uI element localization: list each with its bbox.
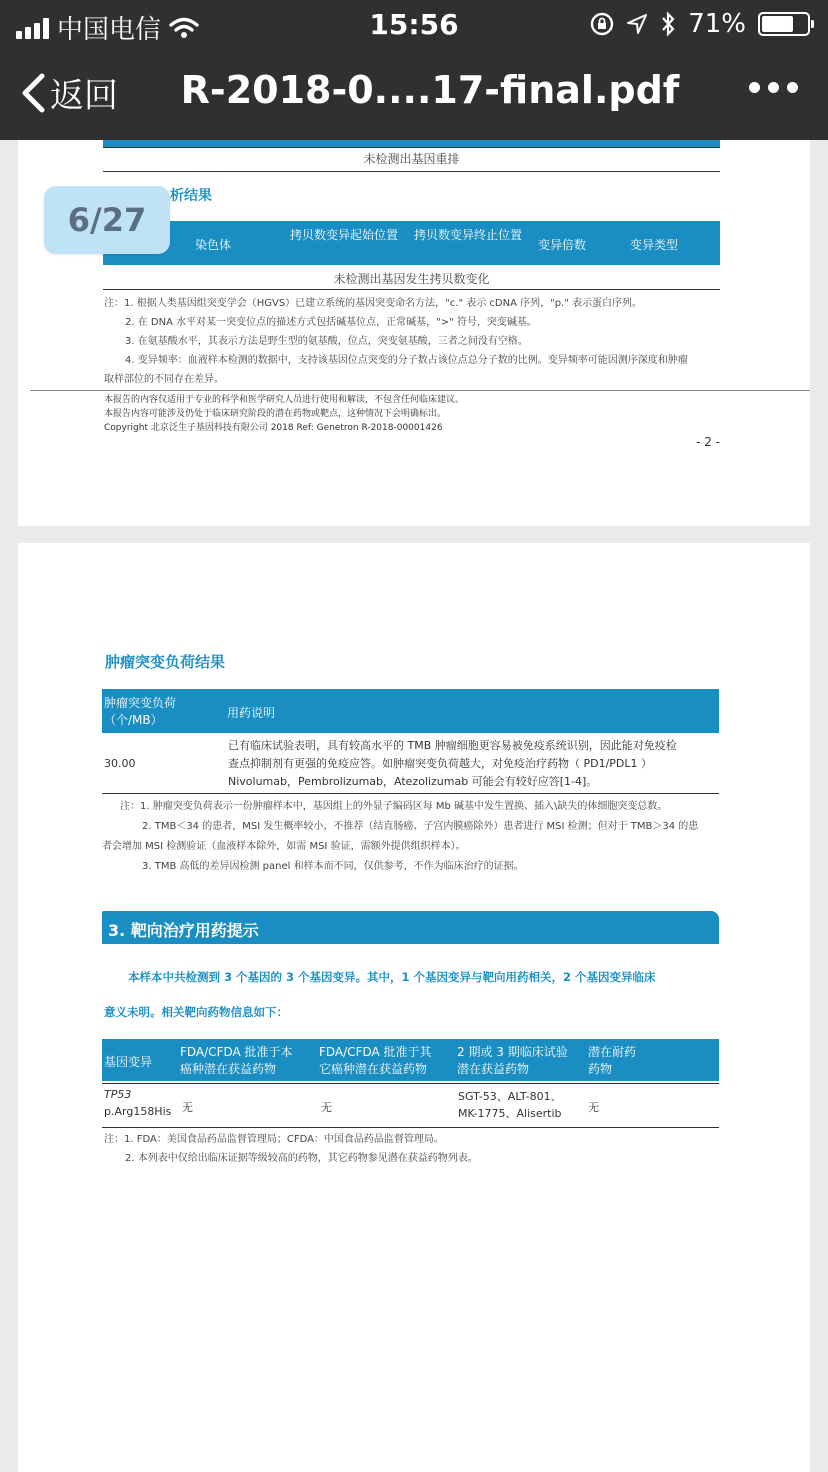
chevron-left-icon <box>20 73 46 113</box>
more-dots-icon[interactable] <box>749 82 798 93</box>
section-3-banner <box>102 911 719 944</box>
note-line: 2. 在 DNA 水平对某一突变位点的描述方式包括碱基位点，正常碱基，">" 符号，突变碱基。 <box>125 317 537 328</box>
note-line: 者会增加 MSI 检测验证（血液样本除外，如需 MSI 验证，需额外提供组织样本）。 <box>102 841 466 852</box>
pdf-page-3 <box>18 543 810 1472</box>
same-cancer-drugs: 无 <box>182 1101 193 1114</box>
bluetooth-icon <box>660 11 676 37</box>
note-line: 2. 本列表中仅给出临床证据等级较高的药物，其它药物参见潜在获益药物列表。 <box>125 1153 478 1164</box>
trial-drugs: SGT-53、ALT-801、 MK-1775、Alisertib <box>458 1090 562 1120</box>
drug-col-same-cancer: FDA/CFDA 批准于本癌种潜在获益药物 <box>180 1045 293 1076</box>
drug-col-variant: 基因变异 <box>104 1055 153 1069</box>
note-line: 取样部位的不同存在差异。 <box>104 374 224 385</box>
tmb-notes <box>102 797 727 877</box>
nav-bar <box>0 46 828 140</box>
back-label: 返回 <box>50 76 118 116</box>
page-number: - 2 - <box>696 435 720 449</box>
cnv-row: 未检测出基因发生拷贝数变化 <box>333 272 490 286</box>
cnv-col-start: 拷贝数变异起始位置 <box>290 228 399 242</box>
note-line: 注：1. FDA：美国食品药品监督管理局；CFDA：中国食品药品监督管理局。 <box>104 1134 444 1145</box>
cnv-col-end: 拷贝数变异终止位置 <box>414 228 523 242</box>
table-header-edge <box>103 140 720 147</box>
gene-name: TP53 <box>104 1088 132 1101</box>
cnv-col-type: 变异类型 <box>630 238 679 252</box>
status-bar <box>0 0 828 46</box>
note-line: 注：1. 肿瘤突变负荷表示一份肿瘤样本中，基因组上的外显子编码区每 Mb 碱基中发生置换、插入\缺失的体细胞突变总数。 <box>120 801 668 812</box>
battery-icon <box>758 12 810 36</box>
cnv-col-fold: 变异倍数 <box>538 238 587 252</box>
battery-level <box>762 16 793 32</box>
notes-block <box>104 294 724 389</box>
cnv-section-title: 析结果 <box>170 188 212 204</box>
location-icon <box>626 13 648 35</box>
section-3-title: 3. 靶向治疗用药提示 <box>108 921 259 940</box>
gene-rearrange-row: 未检测出基因重排 <box>363 152 460 166</box>
variant-name: p.Arg158His <box>104 1105 172 1118</box>
other-cancer-drugs: 无 <box>321 1101 332 1114</box>
drug-col-resistance: 潜在耐药药物 <box>588 1045 637 1076</box>
resistance-drugs: 无 <box>588 1101 599 1114</box>
tmb-col-desc: 用药说明 <box>227 706 276 720</box>
drug-col-trial: 2 期或 3 期临床试验潜在获益药物 <box>457 1045 568 1076</box>
note-line: 3. 在氨基酸水平，其表示方法是野生型的氨基酸，位点，突变氨基酸，三者之间没有空格。 <box>125 336 528 347</box>
note-line: 2. TMB＜34 的患者，MSI 发生概率较小，不推荐（结直肠癌、子宫内膜癌除外）患者进行 MSI 检测；但对于 TMB＞34 的患 <box>142 821 699 832</box>
top-bar <box>0 0 828 140</box>
note-line: 3. TMB 高低的差异因检测 panel 和样本而不同，仅供参考，不作为临床治疗的证据。 <box>142 861 524 872</box>
cnv-table-header <box>103 221 720 265</box>
drug-table-header <box>102 1039 719 1081</box>
clock: 15:56 <box>369 8 459 41</box>
battery-percent: 71% <box>688 9 746 39</box>
tmb-table-header <box>102 689 719 733</box>
page-indicator-badge: 6/27 <box>44 186 170 254</box>
note-line: 注：1. 根据人类基因组突变学会（HGVS）已建立系统的基因突变命名方法，"c." 表示 cDNA 序列，"p." 表示蛋白序列。 <box>104 298 643 309</box>
note-line: 4. 变异频率：血液样本检测的数据中，支持该基因位点突变的分子数占该位点总分子数的比例。变异频率可能因测序深度和肿瘤 <box>125 355 688 366</box>
tmb-section-title: 肿瘤突变负荷结果 <box>105 653 226 671</box>
drug-col-other-cancer: FDA/CFDA 批准于其它癌种潜在获益药物 <box>319 1045 432 1076</box>
page-footer: 本报告的内容仅适用于专业的科学和医学研究人员进行使用和解读，不包含任何临床建议。 本报告内容可能涉及仍处于临床研究阶段的潜在药物或靶点，这种情况下会明确标出。 Copyright 北京泛生子基因科技有限公司 2018 Ref: Genetron R-2018-00001426 <box>104 395 465 433</box>
tmb-value: 30.00 <box>104 757 136 770</box>
carrier-label: 中国电信 <box>57 15 162 45</box>
drug-notes <box>104 1130 724 1168</box>
summary-line-1: 本样本中共检测到 3 个基因的 3 个基因变异。其中，1 个基因变异与靶向用药相关，2 个基因变异临床 <box>128 970 656 984</box>
tmb-description: 已有临床试验表明，具有较高水平的 TMB 肿瘤细胞更容易被免疫系统识别，因此能对免疫检 查点抑制剂有更强的免疫应答。如肿瘤突变负荷越大，对免疫治疗药物（ PD1/PDL1 ） Nivolumab，Pembrolizumab，Atezolizumab 可能会有较好应答[1-4]。 <box>228 739 677 788</box>
document-title: R-2018-0....17-final.pdf <box>180 68 680 112</box>
tmb-col-value: 肿瘤突变负荷（个/MB） <box>104 696 177 727</box>
cnv-col-chromosome: 染色体 <box>195 238 232 252</box>
back-button[interactable] <box>20 68 118 117</box>
summary-line-2: 意义未明。相关靶向药物信息如下： <box>104 1005 288 1019</box>
rotation-lock-icon <box>590 12 614 36</box>
